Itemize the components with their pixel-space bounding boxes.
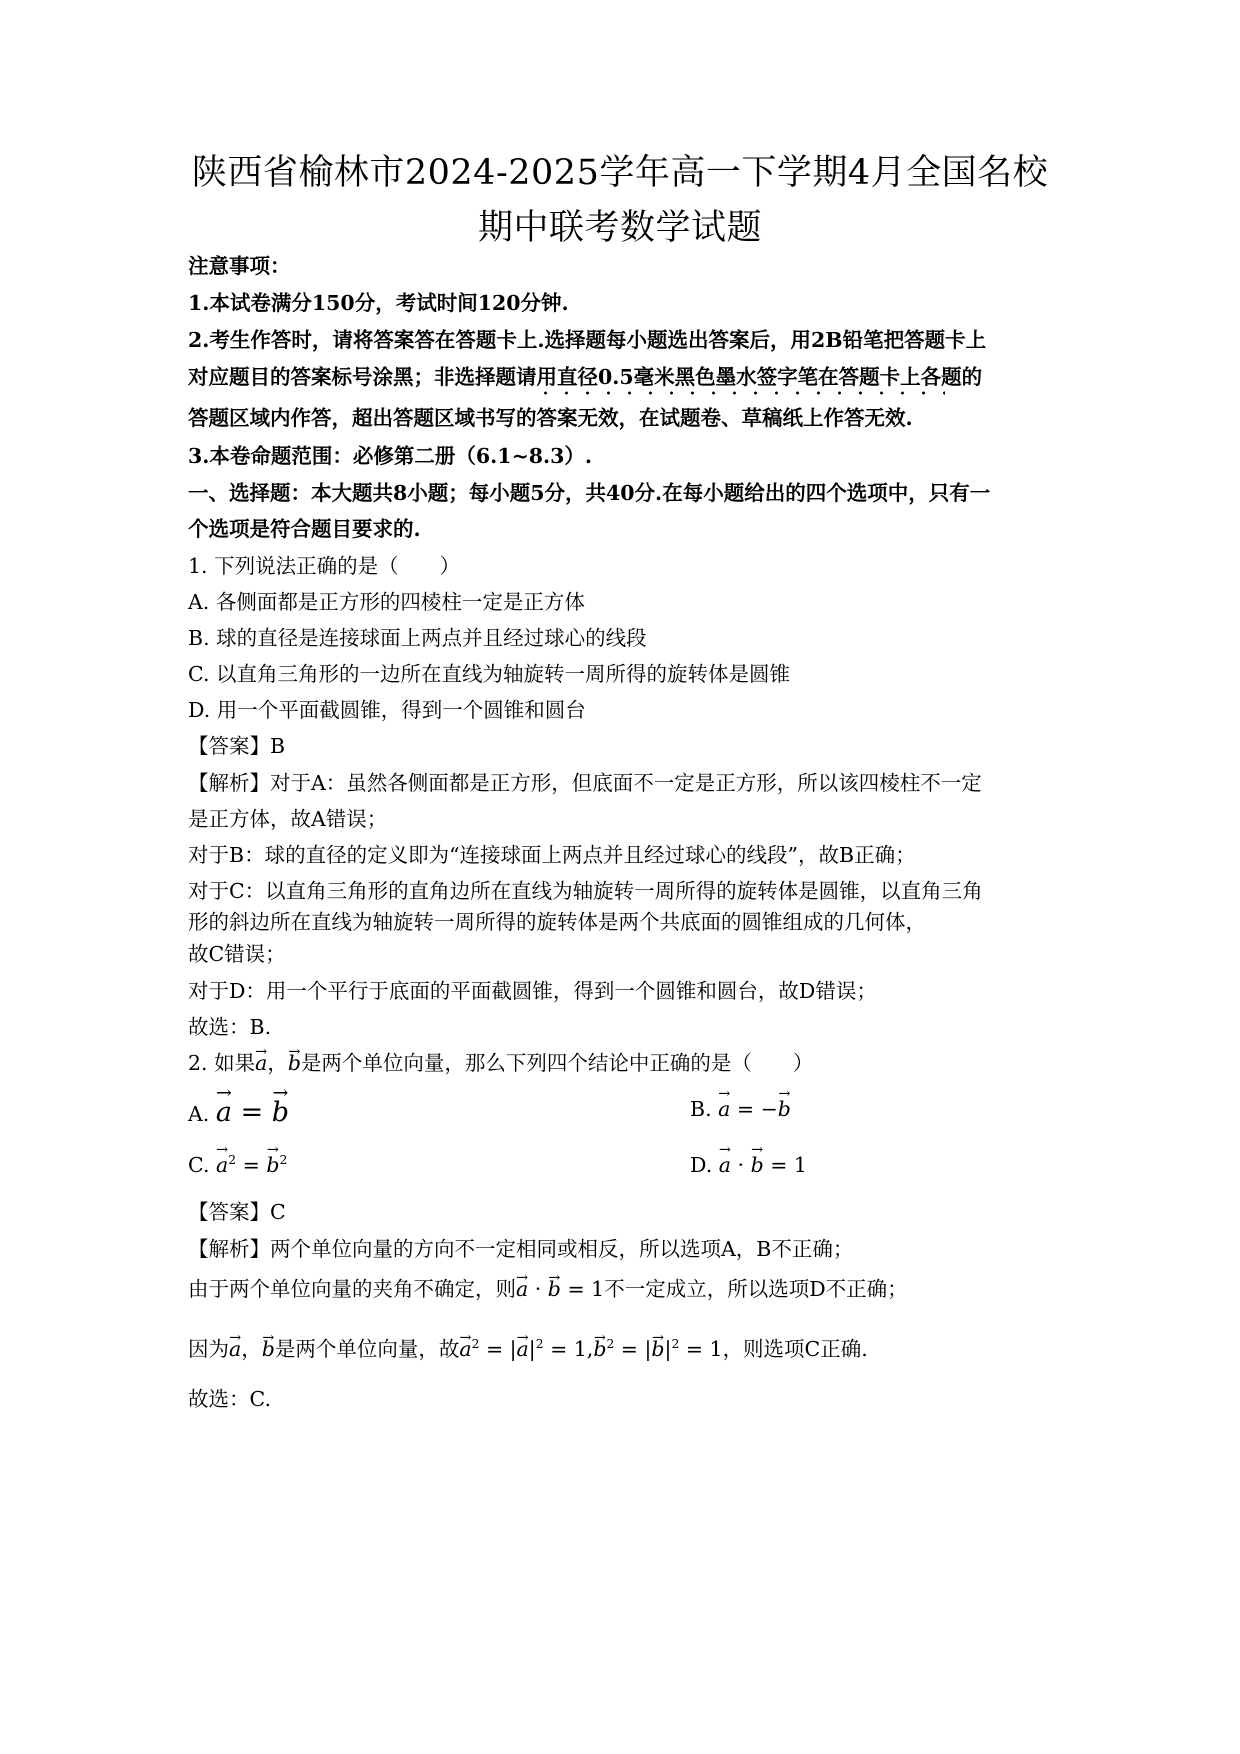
vector-b: → b	[593, 1335, 606, 1363]
notice-item3: 3.本卷命题范围：必修第二册（6.1~8.3）.	[188, 444, 593, 468]
q1-answer: 【答案】B	[188, 734, 286, 758]
q1-analysis-4: 对于C：以直角三角形的直角边所在直线为轴旋转一周所得的旋转体是圆锥，以直角三角	[188, 879, 983, 903]
q2-analysis-3: 因为→ a，→ b是两个单位向量，故→ $a^2$ = |→ $a|^2 = 1,\to b^2$ = |→ $b|^2 = 1$，则选项C正确.	[188, 1330, 868, 1363]
q1-option-a: A. 各侧面都是正方形的四棱柱一定是正方体	[188, 590, 585, 614]
q2-option-b-label: B.	[690, 1097, 712, 1121]
section1-line2: 个选项是符合题目要求的.	[188, 517, 421, 541]
q2-answer: 【答案】C	[188, 1200, 286, 1224]
section1-line1: 一、选择题：本大题共8小题；每小题5分，共40分.在每小题给出的四个选项中，只有一	[188, 481, 991, 505]
q2-option-a-label: A.	[188, 1102, 210, 1126]
q1-analysis-3: 对于B：球的直径的定义即为“连接球面上两点并且经过球心的线段”，故B正确；	[188, 843, 916, 867]
square-exp: 2	[671, 1337, 680, 1351]
q2-option-a	[188, 1097, 289, 1128]
q1-analysis-5: 形的斜边所在直线为轴旋转一周所得的旋转体是两个共底面的圆锥组成的几何体，	[188, 910, 926, 934]
emphasis-dots	[535, 391, 945, 395]
notice-item2-line3: 答题区域内作答，超出答题区域书写的答案无效，在试题卷、草稿纸上作答无效.	[188, 406, 913, 430]
q2-stem	[188, 1049, 813, 1077]
vector-a: → a	[255, 1049, 267, 1077]
vector-b: → b	[651, 1335, 664, 1363]
q1-analysis-7: 对于D：用一个平行于底面的平面截圆锥，得到一个圆锥和圆台，故D错误；	[188, 979, 877, 1003]
formula-eq2: = 1	[685, 1336, 723, 1361]
notice-heading: 注意事项：	[188, 254, 291, 278]
vector-a: → a	[516, 1275, 528, 1303]
q2-option-d: D. → a · → b = 1	[690, 1153, 807, 1177]
q1-conclusion: 故选：B.	[188, 1015, 272, 1039]
q2-option-b	[690, 1097, 791, 1121]
notice-item2-line1: 2.考生作答时，请将答案答在答题卡上.选择题每小题选出答案后，用2B铅笔把答题卡上	[188, 328, 987, 352]
square-exp: 2	[228, 1153, 237, 1168]
q1-option-d: D. 用一个平面截圆锥，得到一个圆锥和圆台	[188, 698, 586, 722]
q2-option-c-label: C.	[188, 1153, 210, 1177]
q1-analysis-6: 故C错误；	[188, 942, 286, 966]
q1-option-b: B. 球的直径是连接球面上两点并且经过球心的线段	[188, 626, 647, 650]
vector-b: → b	[272, 1097, 289, 1128]
vector-b: → b	[266, 1153, 279, 1177]
vector-a: → a	[459, 1335, 471, 1363]
equals: =	[240, 1097, 264, 1128]
vector-b: → b	[778, 1097, 791, 1121]
vector-b: → b	[262, 1335, 275, 1363]
q1-analysis-2: 是正方体，故A错误；	[188, 807, 388, 831]
q2-stem-sep: ，	[267, 1051, 288, 1075]
q2-option-c	[188, 1153, 287, 1177]
vector-a: → a	[216, 1097, 232, 1128]
vector-a: → a	[718, 1097, 730, 1121]
q2-stem-post: 是两个单位向量，那么下列四个结论中正确的是（ ）	[300, 1051, 814, 1075]
neg-equals: = −	[736, 1097, 778, 1121]
vector-b: → b	[751, 1153, 764, 1177]
doc-title-line2: 期中联考数学试题	[477, 208, 762, 248]
notice-item2-line2: 对应题目的答案标号涂黑；非选择题请用直径0.5毫米黑色墨水签字笔在答题卡上各题的	[188, 365, 983, 389]
dot-equals: = 1	[770, 1153, 807, 1177]
notice-item1: 1.本试卷满分150分，考试时间120分钟.	[188, 291, 569, 315]
q2-option-d-label: D.	[690, 1153, 713, 1177]
formula-eq1: = 1,	[550, 1336, 594, 1361]
q1-analysis-1: 【解析】对于A：虽然各侧面都是正方形，但底面不一定是正方形，所以该四棱柱不一定	[188, 771, 982, 795]
q2-analysis-3-pre: 因为	[188, 1336, 229, 1361]
q1-stem: 1. 下列说法正确的是（ ）	[188, 554, 461, 578]
equals: =	[242, 1153, 260, 1177]
vector-a: → a	[719, 1153, 731, 1177]
vector-a: → a	[216, 1153, 228, 1177]
square-exp: 2	[279, 1153, 288, 1168]
q2-analysis-1: 【解析】两个单位向量的方向不一定相同或相反，所以选项A，B不正确；	[188, 1237, 854, 1261]
doc-title-line1: 陕西省榆林市2024-2025学年高一下学期4月全国名校	[191, 153, 1049, 193]
q2-stem-pre: 2. 如果	[188, 1051, 256, 1075]
vector-b: → b	[288, 1049, 301, 1077]
dot-equals: = 1	[567, 1277, 605, 1301]
q2-analysis-3-post: ，则选项C正确.	[722, 1336, 868, 1361]
vector-a: → a	[517, 1335, 529, 1363]
square-exp: 2	[606, 1337, 615, 1351]
q2-analysis-2: 由于两个单位向量的夹角不确定，则→ a · → b = 1不一定成立，所以选项D不正确；	[188, 1275, 908, 1303]
q2-analysis-2-pre: 由于两个单位向量的夹角不确定，则	[188, 1277, 516, 1301]
square-exp: 2	[471, 1337, 480, 1351]
q2-analysis-2-post: 不一定成立，所以选项D不正确；	[604, 1277, 908, 1301]
square-exp: 2	[535, 1337, 544, 1351]
vector-a: → a	[229, 1335, 241, 1363]
vector-b: → b	[548, 1275, 561, 1303]
q2-analysis-3-mid: 是两个单位向量，故	[274, 1336, 460, 1361]
q2-conclusion: 故选：C.	[188, 1387, 271, 1411]
q1-option-c: C. 以直角三角形的一边所在直线为轴旋转一周所得的旋转体是圆锥	[188, 662, 790, 686]
